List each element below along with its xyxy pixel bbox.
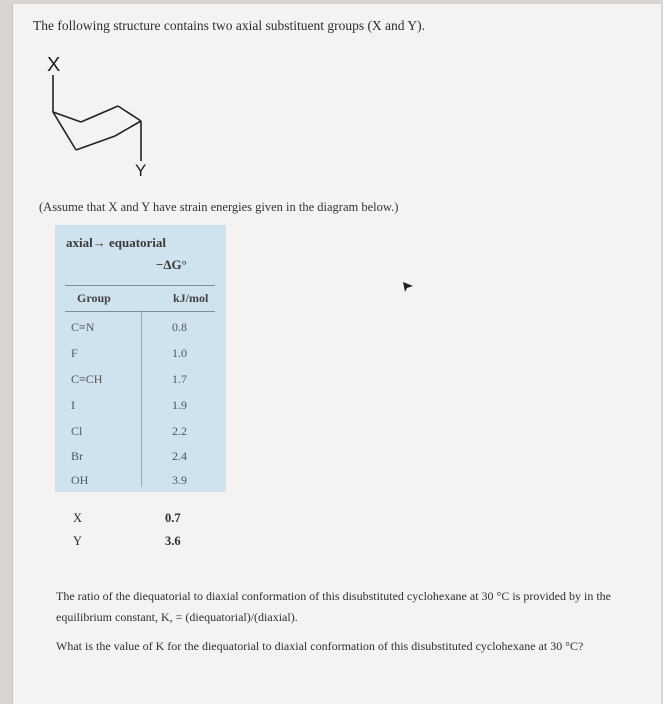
group-cell: C≡CH: [71, 372, 103, 386]
table-row: [55, 398, 226, 422]
group-cell: I: [71, 398, 75, 412]
substituent-y-label: Y: [135, 161, 147, 180]
assumption-text: (Assume that X and Y have strain energies given in the diagram below.): [39, 200, 399, 214]
column-header-unit: kJ/mol: [173, 291, 209, 305]
value-cell: 1.9: [172, 398, 187, 412]
cursor-arrow-icon: [403, 280, 415, 292]
table-rule-header: [65, 311, 215, 312]
value-cell: 3.6: [165, 534, 181, 548]
substituent-x-label: X: [47, 54, 61, 76]
ratio-paragraph: The ratio of the diequatorial to diaxial conformation of this disubstituted cyclohexane at 30 °C is provided by in the equilibrium constant, K, = (diequatorial)/(diaxial).: [56, 589, 611, 624]
value-cell: 2.4: [172, 449, 187, 463]
group-cell: X: [73, 511, 83, 525]
value-cell: 0.8: [172, 320, 187, 334]
group-cell: OH: [71, 473, 89, 487]
value-cell: 2.2: [172, 424, 187, 438]
value-cell: 1.0: [172, 346, 187, 360]
table-row: [55, 320, 226, 344]
question-paragraph: What is the value of K for the diequatorial to diaxial conformation of this disubstituted cyclohexane at 30 °C?: [56, 639, 584, 653]
group-cell: Y: [73, 534, 83, 548]
worksheet-page: [12, 4, 661, 704]
column-header-group: Group: [77, 291, 111, 305]
value-cell: 3.9: [172, 473, 187, 487]
table-row: [55, 424, 226, 448]
group-cell: Cl: [71, 424, 83, 438]
table-row: [55, 346, 226, 370]
delta-g-label: −ΔG°: [156, 257, 187, 272]
table-row: [55, 372, 226, 396]
table-rule-top: [65, 285, 215, 286]
table-title: axial→ equatorial: [66, 235, 167, 250]
chair-bonds: [53, 75, 141, 161]
group-cell: Br: [71, 449, 83, 463]
table-row: [55, 449, 226, 473]
intro-text: The following structure contains two axial substituent groups (X and Y).: [33, 18, 426, 33]
group-cell: C≡N: [71, 320, 95, 334]
strain-energy-table: [55, 225, 226, 492]
value-cell: 0.7: [165, 511, 181, 525]
group-cell: F: [71, 346, 78, 360]
table-row: [55, 473, 226, 497]
cyclohexane-structure: [23, 44, 223, 194]
value-cell: 1.7: [172, 372, 187, 386]
